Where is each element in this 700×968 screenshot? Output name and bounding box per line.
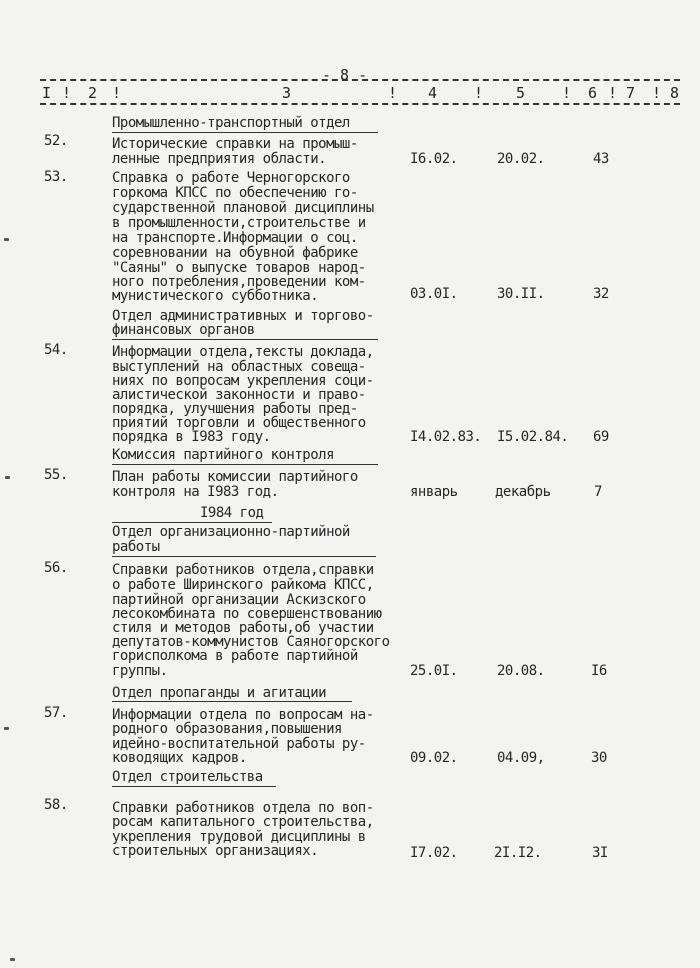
scan-mark	[4, 727, 9, 730]
col-header-sep: !	[62, 84, 72, 102]
entry-number: 54.	[44, 342, 68, 358]
section-heading: Отдел организационно-партийной	[112, 524, 350, 540]
entry-start-date: 03.0I.	[410, 286, 458, 302]
entry-number: 53.	[44, 169, 68, 185]
section-underline	[112, 132, 378, 133]
section-heading: Промышленно-транспортный отдел	[112, 115, 350, 131]
entry-sheet-count: 32	[593, 286, 609, 302]
section-underline	[112, 464, 378, 465]
entry-text-line: горкома КПСС по обеспечению го-	[112, 185, 358, 201]
section-underline	[112, 786, 276, 787]
entry-number: 58.	[44, 797, 68, 813]
entry-text-line: Справки работников отдела по воп-	[112, 800, 374, 816]
entry-sheet-count: 69	[593, 429, 609, 445]
scan-mark	[5, 476, 10, 479]
entry-text-line: на транспорте.Информации о соц.	[112, 230, 358, 246]
entry-sheet-count: 7	[594, 484, 602, 500]
scan-mark	[4, 238, 9, 241]
entry-text-line: порядка в I983 году.	[112, 429, 271, 445]
entry-text-line: горисполкома в работе партийной	[112, 648, 358, 664]
col-header-sep: !	[562, 84, 572, 102]
entry-text-line: ководящих кадров.	[112, 750, 247, 766]
entry-text-line: ленные предприятия области.	[112, 151, 327, 167]
col-header-sep: !	[388, 84, 398, 102]
entry-text-line: укрепления трудовой дисциплины в	[112, 829, 366, 845]
entry-start-date: 25.0I.	[410, 663, 458, 679]
entry-end-date: 30.II.	[497, 286, 545, 302]
scan-mark	[10, 958, 15, 961]
entry-text-line: лесокомбината по совершенствованию	[112, 606, 382, 622]
entry-sheet-count: I6	[591, 663, 607, 679]
col-header-sep: !	[112, 84, 122, 102]
entry-start-date: I7.02.	[410, 845, 458, 861]
entry-text-line: соревновании на обувной фабрике	[112, 245, 358, 261]
entry-number: 52.	[44, 133, 68, 149]
entry-number: 55.	[44, 467, 68, 483]
entry-start-date: 09.02.	[410, 750, 458, 766]
entry-text-line: партийной организации Аскизского	[112, 592, 366, 608]
section-heading: финансовых органов	[112, 322, 255, 338]
header-rule-top	[40, 79, 680, 81]
entry-text-line: росам капитального строительства,	[112, 814, 374, 830]
entry-text-line: стиля и методов работы,об участии	[112, 620, 374, 636]
col-header-sep: !	[652, 84, 662, 102]
entry-end-date: декабрь	[495, 484, 551, 500]
entry-text-line: ного потребления,проведении ком-	[112, 274, 366, 290]
entry-text-line: Справки работников отдела,справки	[112, 562, 374, 578]
entry-text-line: о работе Ширинского райкома КПСС,	[112, 577, 374, 593]
section-underline	[112, 339, 378, 340]
col-header-3: 3	[282, 84, 292, 102]
col-header-5: 5	[516, 84, 526, 102]
entry-start-date: I6.02.	[410, 151, 458, 167]
entry-text-line: выступлений на областных совеща-	[112, 359, 366, 375]
entry-text-line: порядка, улучшения работы пред-	[112, 401, 358, 417]
entry-end-date: 2I.I2.	[494, 845, 542, 861]
col-header-8: 8	[670, 84, 680, 102]
entry-text-line: контроля на I983 год.	[112, 484, 279, 500]
section-heading: Комиссия партийного контроля	[112, 447, 335, 463]
section-heading: Отдел административных и торгово-	[112, 308, 374, 324]
year-heading: I984 год	[200, 505, 264, 521]
entry-text-line: сударственной плановой дисциплины	[112, 200, 374, 216]
entry-text-line: депутатов-коммунистов Саяногорского	[112, 634, 390, 650]
entry-text-line: приятий торговли и общественного	[112, 415, 366, 431]
entry-text-line: группы.	[112, 663, 168, 679]
entry-sheet-count: 3I	[592, 845, 608, 861]
entry-number: 56.	[44, 560, 68, 576]
section-heading: Отдел строительства	[112, 769, 263, 785]
entry-text-line: Исторические справки на промыш-	[112, 136, 358, 152]
section-underline	[112, 701, 352, 702]
page-number: - 8 -	[322, 66, 368, 84]
col-header-4: 4	[428, 84, 438, 102]
col-header-7: 7	[626, 84, 636, 102]
entry-end-date: 20.02.	[497, 151, 545, 167]
year-underline	[112, 522, 272, 523]
entry-text-line: мунистического субботника.	[112, 288, 319, 304]
header-rule-bottom	[40, 103, 680, 105]
entry-text-line: "Саяны" о выпуске товаров народ-	[112, 260, 366, 276]
col-header-sep: !	[608, 84, 618, 102]
entry-sheet-count: 30	[591, 750, 607, 766]
entry-end-date: 04.09,	[497, 750, 545, 766]
entry-start-date: I4.02.83.	[410, 429, 482, 445]
entry-end-date: 20.08.	[497, 663, 545, 679]
section-heading: Отдел пропаганды и агитации	[112, 685, 327, 701]
entry-text-line: в промышленности,строительстве и	[112, 215, 366, 231]
entry-text-line: алистической законности и право-	[112, 387, 366, 403]
entry-text-line: родного образования,повышения	[112, 721, 342, 737]
entry-number: 57.	[44, 705, 68, 721]
entry-text-line: строительных организациях.	[112, 843, 319, 859]
entry-text-line: Информации отдела,тексты доклада,	[112, 344, 374, 360]
col-header-1: I	[42, 84, 52, 102]
col-header-sep: !	[474, 84, 484, 102]
entry-text-line: ниях по вопросам укрепления соци-	[112, 373, 374, 389]
entry-start-date: январь	[410, 484, 458, 500]
entry-end-date: I5.02.84.	[497, 429, 569, 445]
section-heading: работы	[112, 539, 160, 555]
entry-text-line: идейно-воспитательной работы ру-	[112, 736, 366, 752]
col-header-6: 6	[588, 84, 598, 102]
entry-text-line: Справка о работе Черногорского	[112, 170, 350, 186]
col-header-2: 2	[88, 84, 98, 102]
entry-text-line: План работы комиссии партийного	[112, 469, 358, 485]
section-underline	[112, 556, 376, 557]
entry-text-line: Информации отдела по вопросам на-	[112, 707, 374, 723]
entry-sheet-count: 43	[593, 151, 609, 167]
